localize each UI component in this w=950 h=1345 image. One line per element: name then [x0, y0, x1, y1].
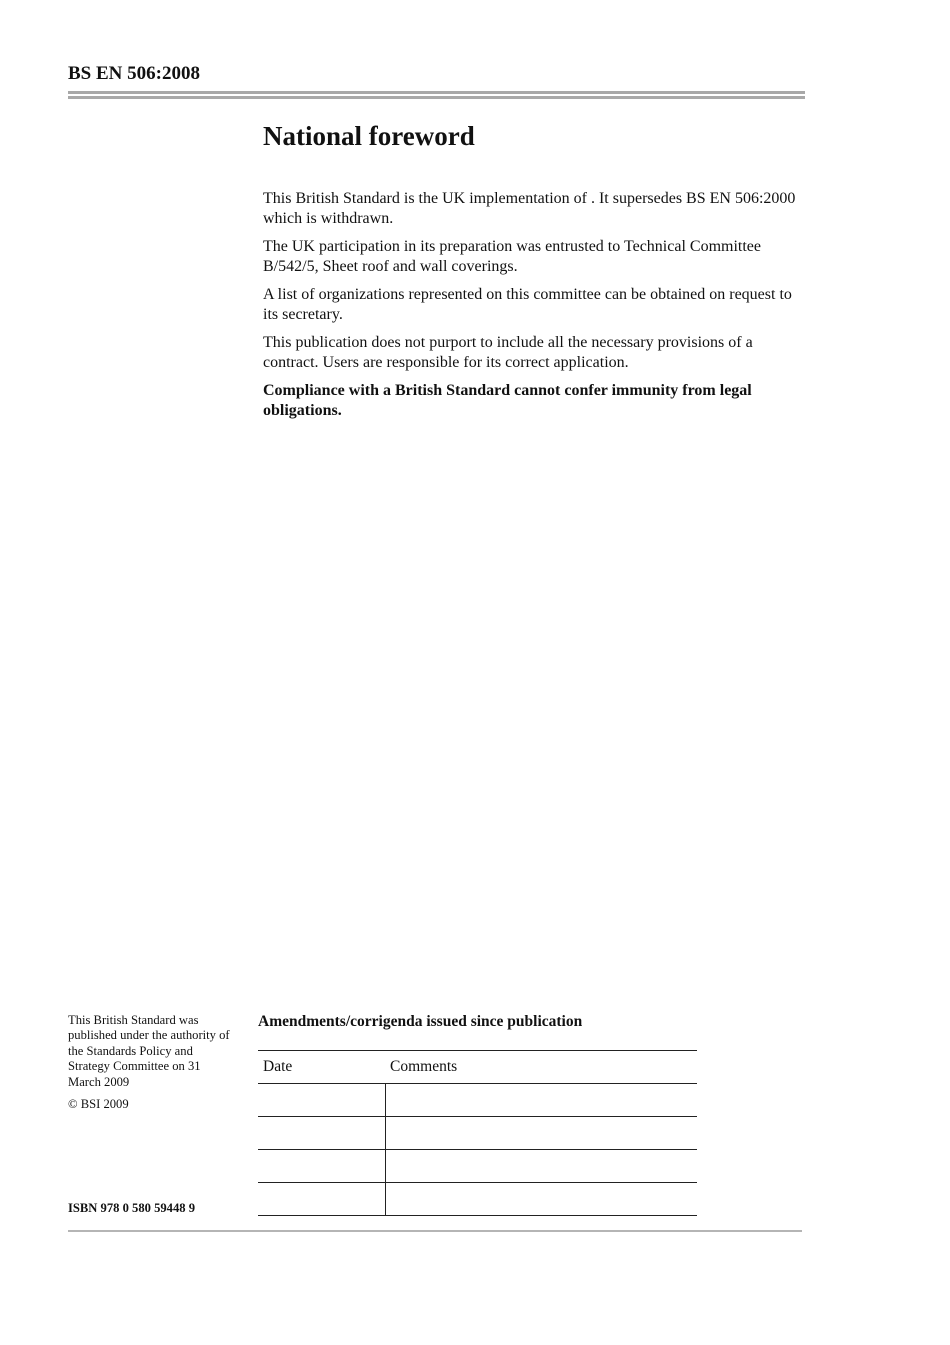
- foreword-paragraph-committee: The UK participation in its preparation was entrusted to Technical Committee B/542/5, Sheet roof and wall coverings.: [263, 238, 761, 275]
- isbn-number: ISBN 978 0 580 59448 9: [68, 1201, 196, 1215]
- foreword-paragraph-organizations: A list of organizations represented on this committee can be obtained on request to its secretary.: [263, 286, 792, 323]
- amendments-title: Amendments/corrigenda issued since publication: [258, 1013, 583, 1030]
- foreword-paragraph-implementation: This British Standard is the UK implementation of . It supersedes BS EN 506:2000 which is withdrawn.: [263, 190, 796, 227]
- standard-code: BS EN 506:2008: [68, 63, 200, 84]
- publication-sidebar: [68, 1013, 233, 1119]
- header-rule-line-bottom: [68, 96, 805, 99]
- copyright-notice: © BSI 2009: [68, 1097, 129, 1112]
- footer-rule: [68, 1230, 802, 1232]
- table-row: [258, 1084, 697, 1117]
- foreword-paragraph-provisions: This publication does not purport to include all the necessary provisions of a contract. Users are responsible for its correct application.: [263, 334, 753, 371]
- publication-note: This British Standard was published under the authority of the Standards Policy and Strategy Committee on 31 March 2009: [68, 1013, 230, 1089]
- date-cell: [258, 1084, 385, 1117]
- amendments-table: [258, 1050, 697, 1216]
- table-row: [258, 1117, 697, 1150]
- foreword-body: [263, 189, 808, 429]
- table-row: [258, 1150, 697, 1183]
- column-header-date: Date: [258, 1051, 385, 1084]
- amendments-header-row: [258, 1051, 697, 1084]
- comments-cell: [385, 1117, 697, 1150]
- compliance-notice: Compliance with a British Standard cannot confer immunity from legal obligations.: [263, 382, 752, 419]
- date-cell: [258, 1150, 385, 1183]
- column-header-comments: Comments: [385, 1051, 697, 1084]
- header-rule-line-top: [68, 91, 805, 94]
- date-cell: [258, 1183, 385, 1216]
- table-row: [258, 1183, 697, 1216]
- comments-cell: [385, 1084, 697, 1117]
- comments-cell: [385, 1183, 697, 1216]
- date-cell: [258, 1117, 385, 1150]
- comments-cell: [385, 1150, 697, 1183]
- page-title: National foreword: [263, 121, 475, 151]
- header-double-rule: [68, 91, 805, 100]
